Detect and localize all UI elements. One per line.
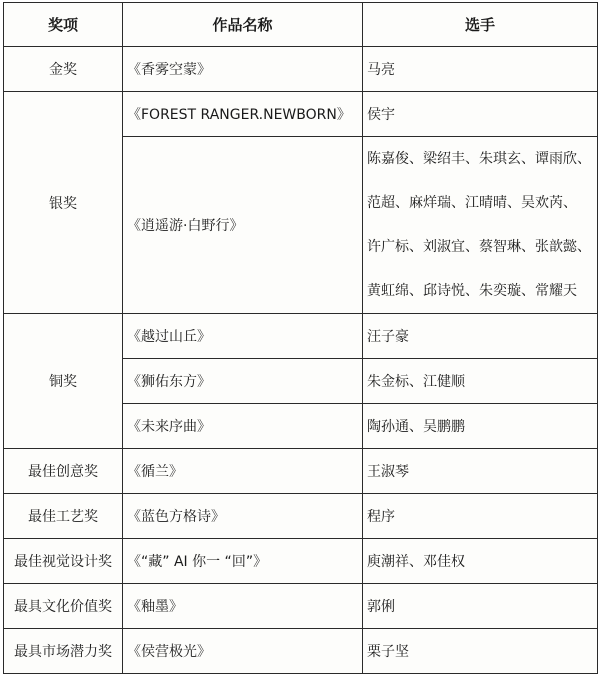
players-line: 许广标、刘淑宜、蔡智琳、张歆懿、 [367,239,591,255]
awards-table [3,2,598,674]
work-cell: 《未来序曲》 [123,404,363,449]
award-cell: 银奖 [4,92,123,314]
table-row-best-visual [4,539,598,584]
players-cell: 陶孙通、吴鹏鹏 [363,404,598,449]
table-row-best-creative [4,449,598,494]
players-cell: 程序 [363,494,598,539]
award-cell: 最佳视觉设计奖 [4,539,123,584]
header-players: 选手 [363,3,598,47]
table-row-best-craft [4,494,598,539]
table-row-bronze-1 [4,314,598,359]
players-cell: 朱金标、江健顺 [363,359,598,404]
table-row-best-market [4,629,598,674]
work-cell: 《循兰》 [123,449,363,494]
work-cell: 《侯营极光》 [123,629,363,674]
header-row [4,3,598,47]
work-cell: 《蓝色方格诗》 [123,494,363,539]
work-cell: 《“藏” AI 你一 “回”》 [123,539,363,584]
players-line: 黄虹绵、邱诗悦、朱奕璇、常耀天 [367,283,577,299]
header-award: 奖项 [4,3,123,47]
work-cell: 《FOREST RANGER.NEWBORN》 [123,92,363,137]
work-cell: 《狮佑东方》 [123,359,363,404]
award-cell: 最具市场潜力奖 [4,629,123,674]
players-line: 陈嘉俊、梁绍丰、朱琪玄、谭雨欣、 [367,151,591,167]
players-cell: 郭俐 [363,584,598,629]
table-row-best-cultural [4,584,598,629]
players-cell: 马亮 [363,47,598,92]
players-cell [363,137,598,314]
award-cell: 最具文化价值奖 [4,584,123,629]
players-cell: 栗子坚 [363,629,598,674]
header-work-name: 作品名称 [123,3,363,47]
award-cell: 铜奖 [4,314,123,449]
work-cell: 《越过山丘》 [123,314,363,359]
players-cell: 庾潮祥、邓佳权 [363,539,598,584]
players-cell: 侯宇 [363,92,598,137]
players-cell: 汪子豪 [363,314,598,359]
award-cell: 金奖 [4,47,123,92]
work-cell: 《逍遥游·白野行》 [123,137,363,314]
work-cell: 《釉墨》 [123,584,363,629]
table-row-silver-1 [4,92,598,137]
table-row-gold [4,47,598,92]
players-cell: 王淑琴 [363,449,598,494]
award-cell: 最佳创意奖 [4,449,123,494]
players-line: 范超、麻烊瑞、江晴晴、吴欢芮、 [367,195,577,211]
work-cell: 《香雾空蒙》 [123,47,363,92]
award-cell: 最佳工艺奖 [4,494,123,539]
